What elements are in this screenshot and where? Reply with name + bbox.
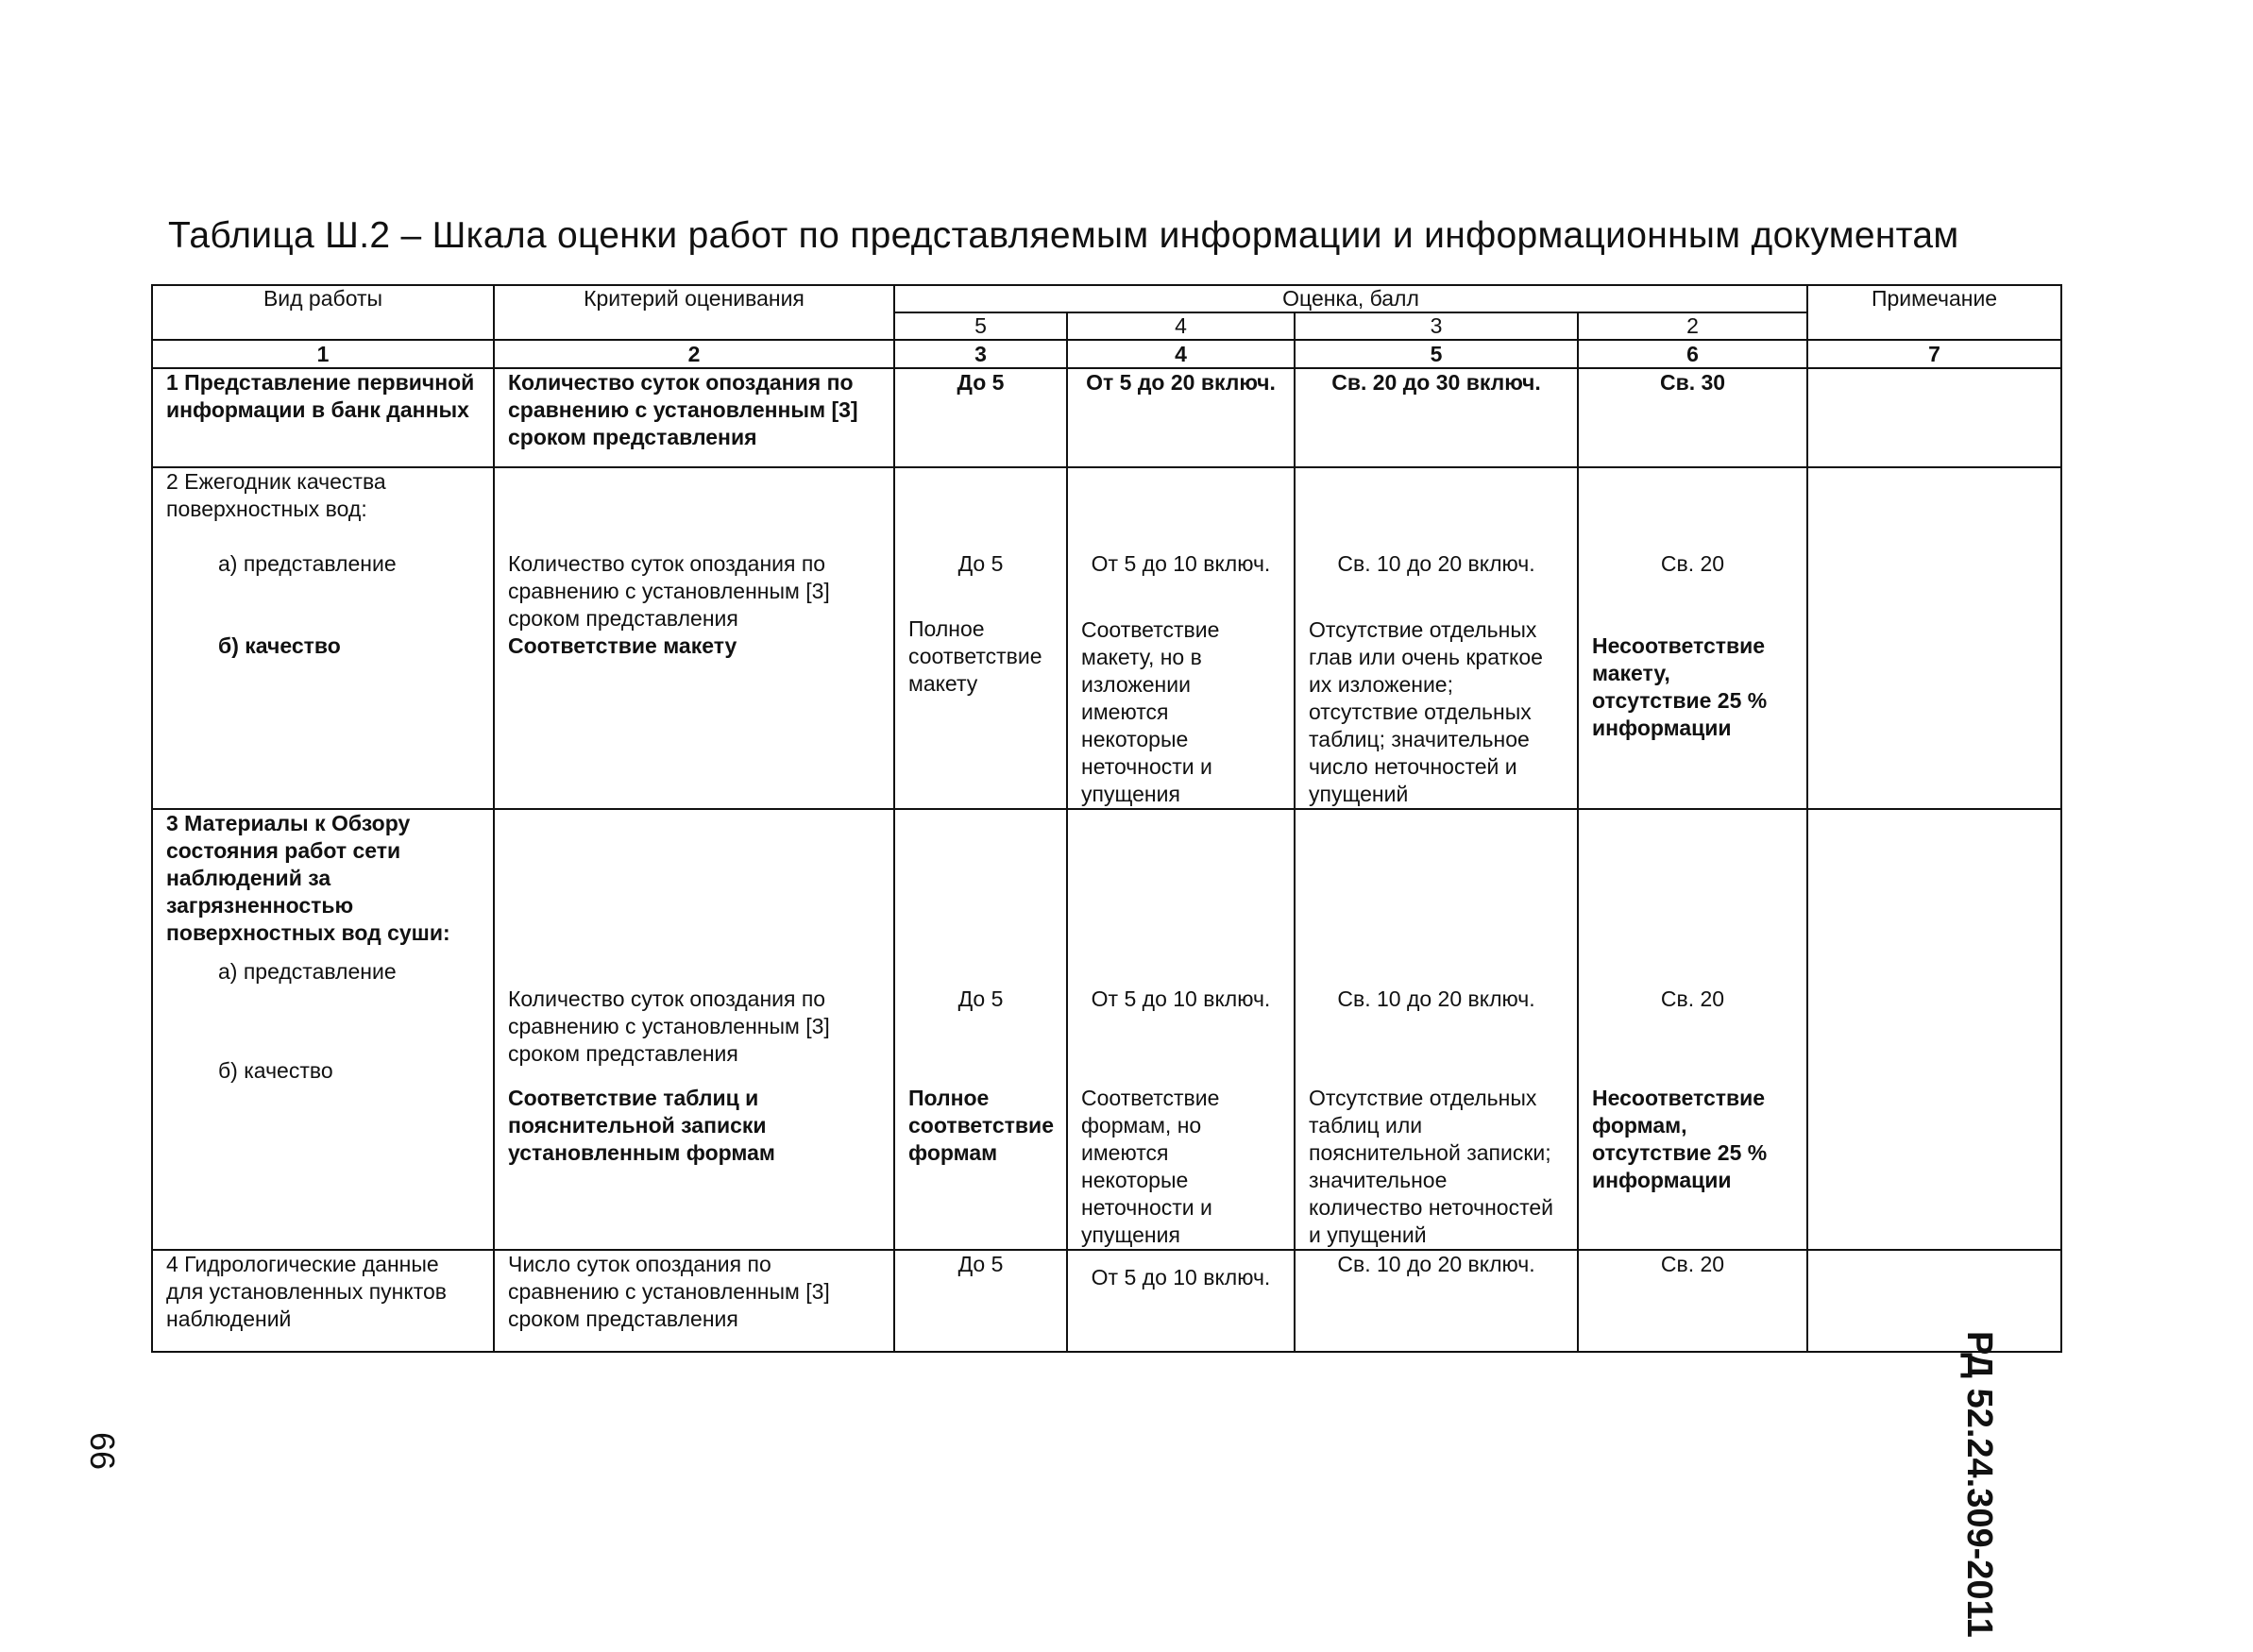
- header-score-4: 4: [1067, 312, 1295, 340]
- score-text: Несоответствие формам, отсутствие 25 % информации: [1592, 1086, 1768, 1192]
- criterion-cell: [494, 467, 894, 809]
- table-row: [152, 467, 2061, 809]
- criterion-text: Количество суток опоздания по сравнению с установленным [3] сроком представления: [508, 551, 830, 631]
- score-3-cell: Св. 20 до 30 включ.: [1295, 368, 1578, 467]
- score-text: Св. 20: [1660, 551, 1725, 576]
- score-text: До 5: [957, 986, 1004, 1011]
- column-number: 6: [1578, 340, 1807, 368]
- criterion-text: Соответствие макету: [508, 633, 737, 658]
- header-score-3: 3: [1295, 312, 1578, 340]
- criterion-text: Соответствие таблиц и пояснительной записки установленным формам: [508, 1086, 775, 1165]
- sub-item-label: б) качество: [218, 633, 341, 658]
- work-type-cell: 4 Гидрологические данные для установленных пунктов наблюдений: [152, 1250, 494, 1352]
- score-5-cell: [894, 467, 1067, 809]
- score-text: Отсутствие отдельных таблиц или пояснительной записки; значительное количество неточностей и упущений: [1309, 1086, 1554, 1247]
- score-2-cell: [1578, 467, 1807, 809]
- score-text: Св. 10 до 20 включ.: [1337, 551, 1535, 576]
- note-cell: [1807, 368, 2061, 467]
- work-type-cell: [152, 467, 494, 809]
- document-code: РД 52.24.309-2011: [1959, 1331, 1999, 1638]
- header-score-2: 2: [1578, 312, 1807, 340]
- score-4-cell: От 5 до 10 включ.: [1067, 1250, 1295, 1352]
- score-text: Отсутствие отдельных глав или очень краткое их изложение; отсутствие отдельных таблиц; значительное число неточностей и упущений: [1309, 617, 1543, 806]
- score-3-cell: [1295, 467, 1578, 809]
- table-row: [152, 1250, 2061, 1352]
- work-type-cell: [152, 809, 494, 1250]
- header-score: Оценка, балл: [894, 285, 1807, 312]
- score-2-cell: Св. 30: [1578, 368, 1807, 467]
- criterion-text: Количество суток опоздания по сравнению с установленным [3] сроком представления: [508, 986, 830, 1066]
- criterion-cell: [494, 809, 894, 1250]
- score-text: Полное соответствие макету: [908, 616, 1042, 696]
- section-title: 2 Ежегодник качества поверхностных вод:: [166, 469, 386, 521]
- page-number: 66: [83, 1431, 122, 1471]
- column-number: 5: [1295, 340, 1578, 368]
- score-3-cell: Св. 10 до 20 включ.: [1295, 1250, 1578, 1352]
- score-text: Св. 20: [1660, 986, 1725, 1011]
- section-title: 3 Материалы к Обзору состояния работ сети наблюдений за загрязненностью поверхностных вод суши:: [166, 811, 450, 945]
- header-note: Примечание: [1807, 285, 2061, 340]
- score-text: Несоответствие макету, отсутствие 25 % информации: [1592, 633, 1768, 740]
- table-row: [152, 368, 2061, 467]
- sub-item-label: а) представление: [218, 551, 397, 576]
- score-text: Полное соответствие формам: [908, 1086, 1054, 1165]
- table-caption: Таблица Ш.2 – Шкала оценки работ по представляемым информации и информационным документам: [168, 215, 1959, 256]
- header-criterion: Критерий оценивания: [494, 285, 894, 340]
- note-cell: [1807, 1250, 2061, 1352]
- score-2-cell: [1578, 809, 1807, 1250]
- score-4-cell: [1067, 809, 1295, 1250]
- evaluation-table: [151, 284, 2062, 1353]
- sub-item-label: б) качество: [218, 1058, 333, 1083]
- score-5-cell: [894, 809, 1067, 1250]
- score-text: Св. 10 до 20 включ.: [1337, 986, 1535, 1011]
- header-score-5: 5: [894, 312, 1067, 340]
- note-cell: [1807, 809, 2061, 1250]
- column-number: 1: [152, 340, 494, 368]
- column-number: 3: [894, 340, 1067, 368]
- column-number: 7: [1807, 340, 2061, 368]
- score-2-cell: Св. 20: [1578, 1250, 1807, 1352]
- score-text: До 5: [957, 551, 1004, 576]
- note-cell: [1807, 467, 2061, 809]
- criterion-cell: Количество суток опоздания по сравнению с установленным [3] сроком представления: [494, 368, 894, 467]
- work-type-cell: 1 Представление первичной информации в банк данных: [152, 368, 494, 467]
- score-4-cell: [1067, 467, 1295, 809]
- score-text: От 5 до 10 включ.: [1091, 551, 1271, 576]
- score-text: Соответствие формам, но имеются некоторые неточности и упущения: [1081, 1086, 1220, 1247]
- header-work-type: Вид работы: [152, 285, 494, 340]
- criterion-cell: Число суток опоздания по сравнению с установленным [3] сроком представления: [494, 1250, 894, 1352]
- column-number: 2: [494, 340, 894, 368]
- score-text: Соответствие макету, но в изложении имеются некоторые неточности и упущения: [1081, 617, 1220, 806]
- score-5-cell: До 5: [894, 1250, 1067, 1352]
- sub-item-label: а) представление: [218, 959, 397, 984]
- table-row: [152, 809, 2061, 1250]
- column-number: 4: [1067, 340, 1295, 368]
- score-text: От 5 до 10 включ.: [1091, 986, 1271, 1011]
- score-4-cell: От 5 до 20 включ.: [1067, 368, 1295, 467]
- score-3-cell: [1295, 809, 1578, 1250]
- score-5-cell: До 5: [894, 368, 1067, 467]
